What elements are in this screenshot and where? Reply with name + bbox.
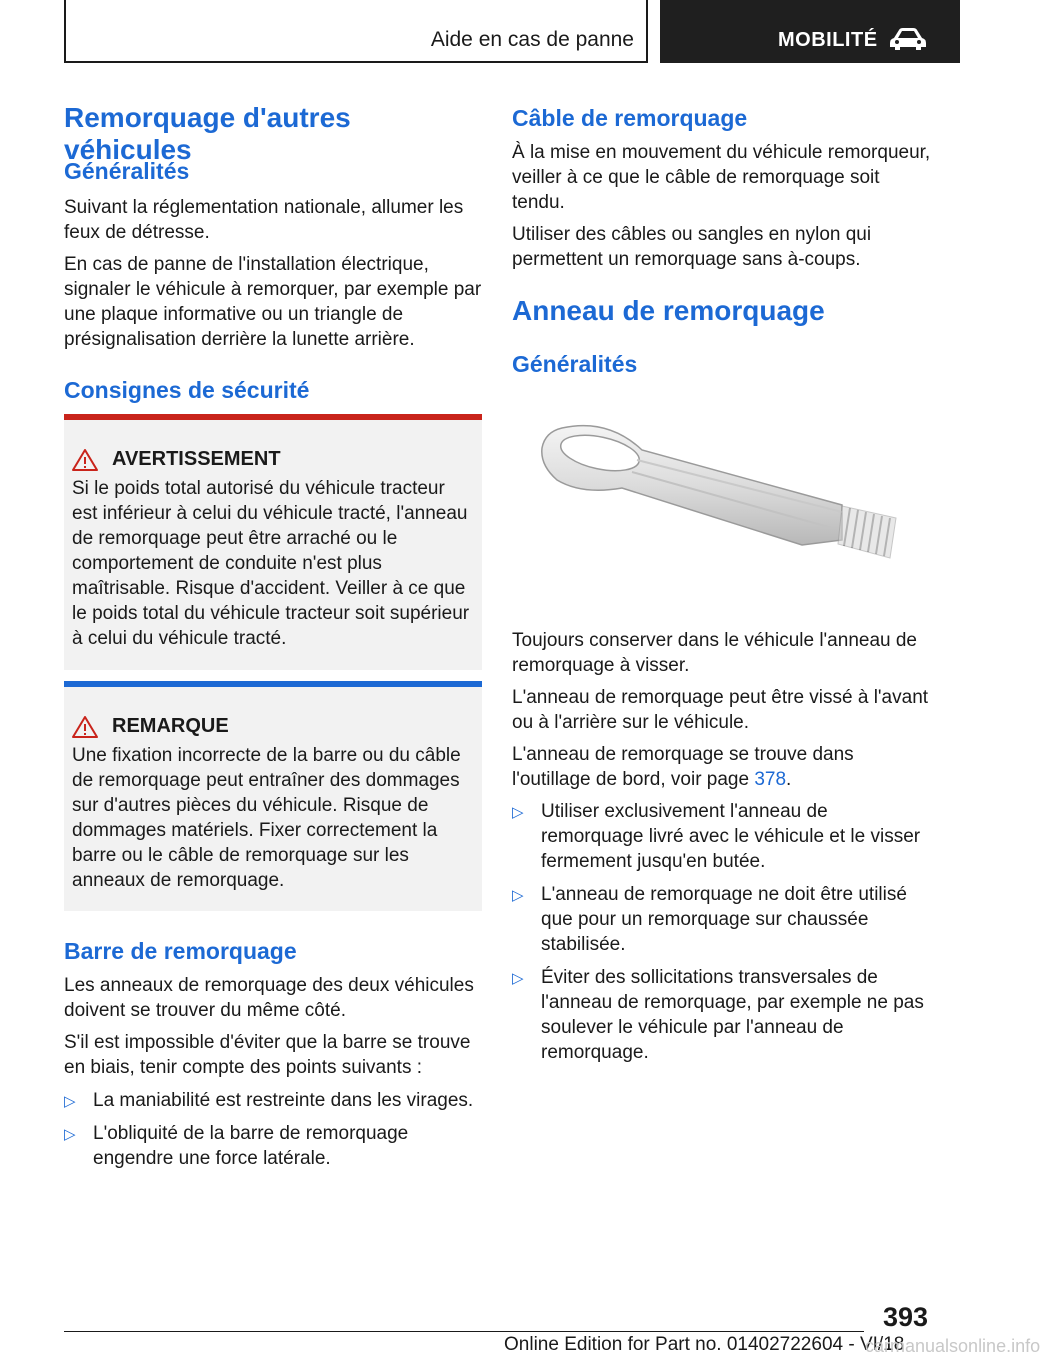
- bullet-triangle-icon: ▷: [512, 970, 524, 987]
- section-title: Remorquage d'autres véhicules: [64, 102, 351, 165]
- warning-title-row: [72, 448, 474, 471]
- anneau-paragraph-2: L'anneau de remorquage peut être vissé à l'avant ou à l'arrière sur le véhicule.: [512, 687, 929, 733]
- list-item: ▷ L'anneau de remorquage ne doit être utilisé que pour un remorquage sur chaussée stabilisée.: [512, 884, 907, 955]
- anneau-paragraph-3: L'anneau de remorquage se trouve dans l'outillage de bord, voir page 378.: [512, 744, 854, 790]
- barre-bullet-list: [64, 1088, 482, 1179]
- list-item: ▷ Utiliser exclusivement l'anneau de remorquage livré avec le véhicule et le visser fermement jusqu'en butée.: [512, 801, 921, 872]
- generalites-heading: Généralités: [64, 158, 190, 184]
- generalites-paragraph-2: En cas de panne de l'installation électrique, signaler le véhicule à remorquer, par exemple par une plaque informative ou un triangle de présignalisation derrière la lunette arrière.: [64, 254, 482, 350]
- cable-heading: Câble de remorquage: [512, 105, 748, 131]
- cable-paragraph-2: Utiliser des câbles ou sangles en nylon qui permettent un remorquage sans à-coups.: [512, 224, 872, 270]
- warning-box: [64, 414, 482, 670]
- bullet-triangle-icon: ▷: [64, 1093, 76, 1110]
- bullet-triangle-icon: ▷: [64, 1126, 76, 1143]
- list-item: ▷ L'obliquité de la barre de remorquage engendre une force latérale.: [64, 1123, 409, 1169]
- note-text: Une fixation incorrecte de la barre ou du câble de remorquage peut entraîner des dommages sur d'autres pièces du véhicule. Risque de dommages matériels. Fixer correctement la barre ou le câble de remorquage sur les anneaux de remorquage.: [72, 745, 461, 891]
- barre-paragraph-1: Les anneaux de remorquage des deux véhicules doivent se trouver du même côté.: [64, 975, 474, 1021]
- anneau-paragraph-1: Toujours conserver dans le véhicule l'anneau de remorquage à visser.: [512, 630, 917, 676]
- footer-edition: Online Edition for Part no. 01402722604 - VI/18: [504, 1334, 905, 1355]
- warning-title: AVERTISSEMENT: [112, 448, 281, 470]
- anneau-bullet-list: [512, 799, 932, 1073]
- watermark: carmanualsonline.info: [865, 1336, 1040, 1356]
- warning-triangle-icon: [72, 449, 98, 471]
- bullet-triangle-icon: ▷: [512, 804, 524, 821]
- header-chapter-box: [660, 0, 960, 63]
- warning-text: Si le poids total autorisé du véhicule tracteur est inférieur à celui du véhicule tracté, l'anneau de remorquage peut être arraché ou le comportement de conduite n'est plus maîtrisable. Risque d'accident. Veiller à ce que le poids total du véhicule tracteur soit supérieur à celui du véhicule tracté.: [72, 478, 470, 649]
- bullet-triangle-icon: ▷: [512, 887, 524, 904]
- consignes-heading: Consignes de sécurité: [64, 377, 310, 403]
- barre-paragraph-2: S'il est impossible d'éviter que la barre se trouve en biais, tenir compte des points suivants :: [64, 1032, 471, 1078]
- anneau-generalites-heading: Généralités: [512, 351, 638, 377]
- header-section-title: Aide en cas de panne: [430, 28, 634, 51]
- header-section-box: [64, 0, 648, 63]
- list-item: ▷ Éviter des sollicitations transversales de l'anneau de remorquage, par exemple ne pas soulever le véhicule par l'anneau de remorquage.: [512, 967, 924, 1063]
- note-box: [64, 681, 482, 911]
- warning-triangle-icon: [72, 716, 98, 738]
- note-title-row: [72, 715, 474, 738]
- footer-divider: [64, 1331, 864, 1332]
- note-title: REMARQUE: [112, 715, 229, 737]
- page-number: 393: [882, 1302, 928, 1332]
- generalites-paragraph-1: Suivant la réglementation nationale, allumer les feux de détresse.: [64, 197, 464, 243]
- tow-eye-illustration: [512, 410, 932, 575]
- barre-heading: Barre de remorquage: [64, 938, 297, 964]
- car-icon: [888, 26, 928, 52]
- list-item: ▷ La maniabilité est restreinte dans les virages.: [64, 1088, 482, 1113]
- page-reference-link[interactable]: 378: [754, 769, 787, 790]
- anneau-title: Anneau de remorquage: [512, 295, 825, 326]
- cable-paragraph-1: À la mise en mouvement du véhicule remorqueur, veiller à ce que le câble de remorquage soit tendu.: [512, 142, 931, 213]
- header-chapter-title: MOBILITÉ: [778, 29, 878, 51]
